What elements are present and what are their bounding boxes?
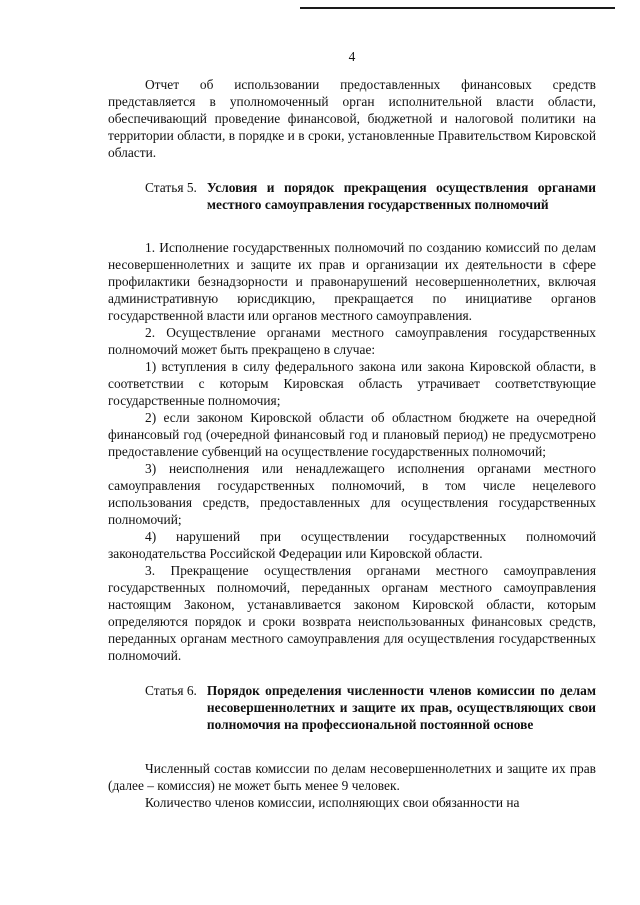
article-6-paragraph: Численный состав комиссии по делам несовершеннолетних и защите их прав (далее – комиссия) не может быть менее 9 человек.	[108, 761, 596, 793]
article-5-paragraph: 2) если законом Кировской области об областном бюджете на очередной финансовый год (очередной финансовый год и плановый период) не предусмотрено предоставление субвенций на осуществление государственных полномочий;	[108, 410, 596, 459]
article-5-paragraph: 1) вступления в силу федерального закона или закона Кировской области, в соответствии с которым Кировская область утрачивает соответствующие государственные полномочия;	[108, 359, 596, 408]
intro-paragraph: Отчет об использовании предоставленных финансовых средств представляется в уполномоченный орган исполнительной власти области, обеспечивающий проведение финансовой, бюджетной и налоговой политики на территории области, в порядке и в сроки, установленные Правительством Кировской области.	[108, 77, 596, 160]
top-rule	[300, 7, 615, 9]
article-5-title: Условия и порядок прекращения осуществления органами местного самоуправления государственных полномочий	[206, 180, 596, 212]
article-6-heading	[108, 682, 596, 733]
article-5-paragraph: 2. Осуществление органами местного самоуправления государственных полномочий может быть прекращено в случае:	[108, 325, 596, 357]
article-6-paragraph: Количество членов комиссии, исполняющих свои обязанности на	[145, 795, 520, 810]
article-5-paragraph: 3) неисполнения или ненадлежащего исполнения органами местного самоуправления государственных полномочий, в том числе нецелевого использования средств, предоставленных для осуществления государственных полномочий;	[108, 461, 596, 527]
article-6-label: Статья 6.	[145, 683, 197, 698]
article-5-label: Статья 5.	[145, 180, 197, 195]
article-5-paragraph: 1. Исполнение государственных полномочий по созданию комиссий по делам несовершеннолетних и защите их прав и организации их деятельности в сфере профилактики безнадзорности и правонарушений несовершеннолетних, включая административную юрисдикцию, прекращается по инициативе органов государственной власти или органов местного самоуправления.	[108, 240, 596, 323]
page-number: 4	[348, 49, 356, 64]
article-5-paragraph: 3. Прекращение осуществления органами местного самоуправления государственных полномочий, переданных органам местного самоуправления настоящим Законом, устанавливается законом Кировской области, которым определяются порядок и сроки возврата неиспользованных финансовых средств, переданных органам местного самоуправления для осуществления государственных полномочий.	[108, 563, 596, 663]
article-5-heading	[108, 179, 596, 213]
document-page	[108, 48, 596, 811]
article-6-title: Порядок определения численности членов комиссии по делам несовершеннолетних и защите их прав, осуществляющих свои полномочия на профессиональной постоянной основе	[206, 683, 596, 732]
article-5-paragraph: 4) нарушений при осуществлении государственных полномочий законодательства Российской Федерации или Кировской области.	[108, 529, 596, 561]
